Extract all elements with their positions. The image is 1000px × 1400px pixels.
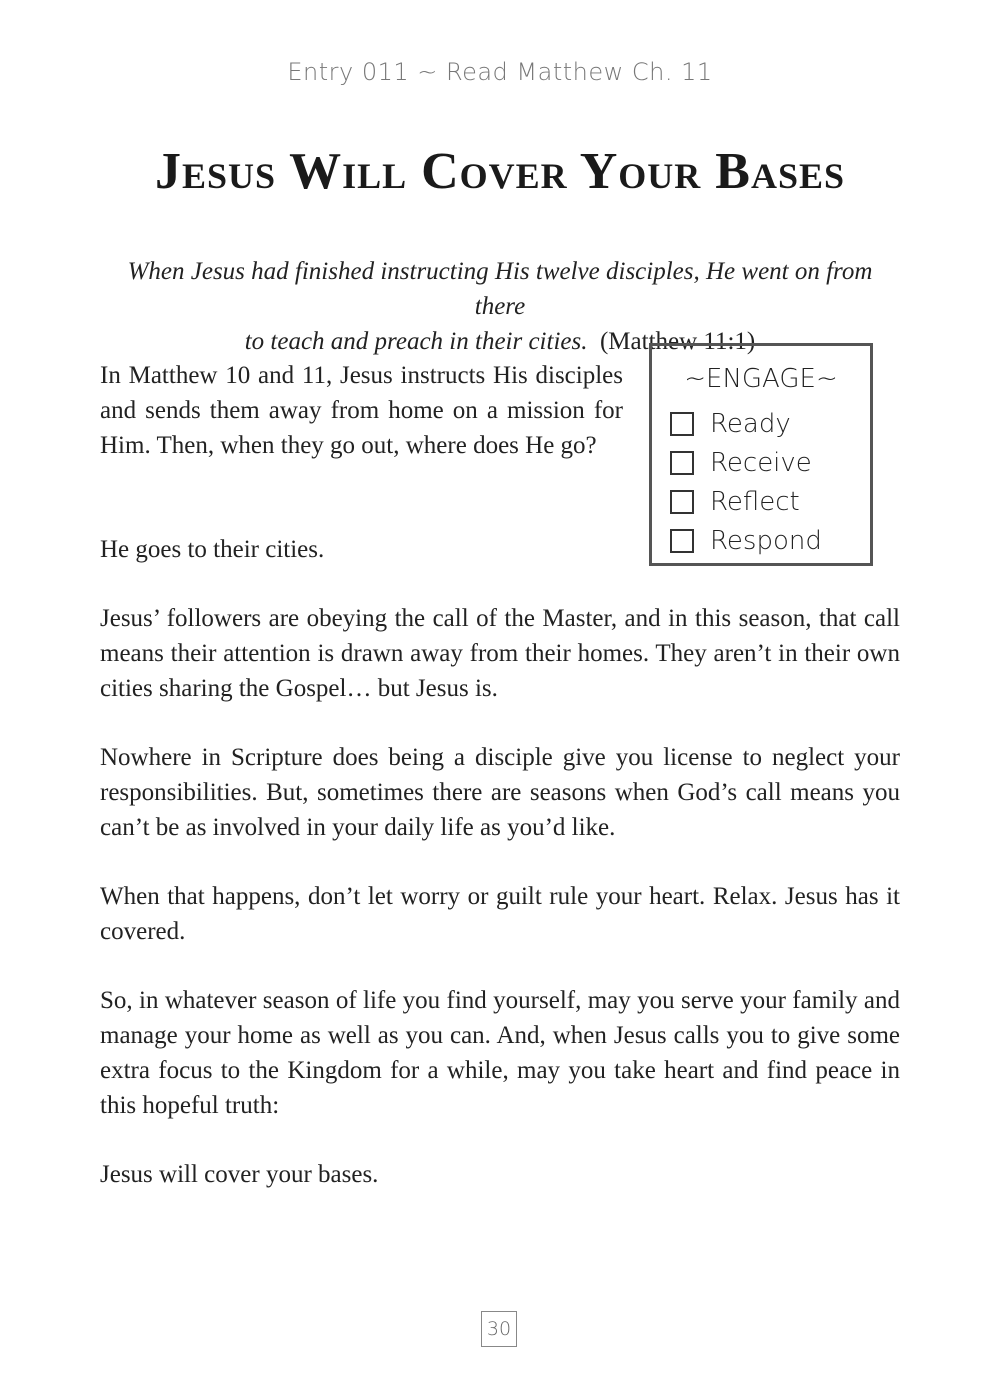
page-number: 30 bbox=[481, 1311, 517, 1347]
checkbox-icon[interactable] bbox=[670, 529, 694, 553]
verse-quote-line-1: When Jesus had finished instructing His twelve disciples, He went on from there bbox=[127, 258, 873, 320]
verse-reference: (Matthew 11:1) bbox=[599, 328, 756, 355]
paragraph-intro: In Matthew 10 and 11, Jesus instructs His disciples and sends them away from home on a mission for Him. Then, when they go out, where does He go? bbox=[100, 362, 623, 459]
checkbox-icon[interactable] bbox=[670, 412, 694, 436]
engage-list bbox=[652, 404, 870, 560]
engage-item-reflect[interactable] bbox=[670, 482, 870, 521]
paragraph-worry: When that happens, don’t let worry or guilt rule your heart. Relax. Jesus has it covered. bbox=[100, 883, 900, 945]
engage-item-label: Respond bbox=[710, 525, 822, 556]
paragraph-cities: He goes to their cities. bbox=[100, 536, 325, 563]
engage-item-respond[interactable] bbox=[670, 521, 870, 560]
engage-item-label: Receive bbox=[710, 447, 812, 478]
engage-title: ~ENGAGE~ bbox=[684, 364, 838, 394]
checkbox-icon[interactable] bbox=[670, 451, 694, 475]
page-title: Jesus Will Cover Your Bases bbox=[154, 143, 846, 200]
engage-item-ready[interactable] bbox=[670, 404, 870, 443]
paragraph-followers: Jesus’ followers are obeying the call of the Master, and in this season, that call means their attention is drawn away from their homes. They aren’t in their own cities sharing the Gospel… but Jesus is. bbox=[100, 605, 900, 702]
checkbox-icon[interactable] bbox=[670, 490, 694, 514]
entry-header: Entry 011 ~ Read Matthew Ch. 11 bbox=[287, 58, 713, 86]
paragraph-season: So, in whatever season of life you find yourself, may you serve your family and manage your home as well as you can. And, when Jesus calls you to give some extra focus to the Kingdom for a while, may you take heart and find peace in this hopeful truth: bbox=[100, 987, 900, 1119]
verse-quote-line-2: to teach and preach in their cities. bbox=[244, 328, 588, 355]
engage-checklist bbox=[649, 343, 873, 566]
engage-item-label: Ready bbox=[710, 408, 791, 439]
paragraph-responsibilities: Nowhere in Scripture does being a disciple give you license to neglect your responsibilities. But, sometimes there are seasons when God’s call means you can’t be as involved in your daily life as you’d like. bbox=[100, 744, 900, 841]
paragraph-conclusion: Jesus will cover your bases. bbox=[100, 1161, 379, 1188]
engage-item-label: Reflect bbox=[710, 486, 800, 517]
engage-item-receive[interactable] bbox=[670, 443, 870, 482]
